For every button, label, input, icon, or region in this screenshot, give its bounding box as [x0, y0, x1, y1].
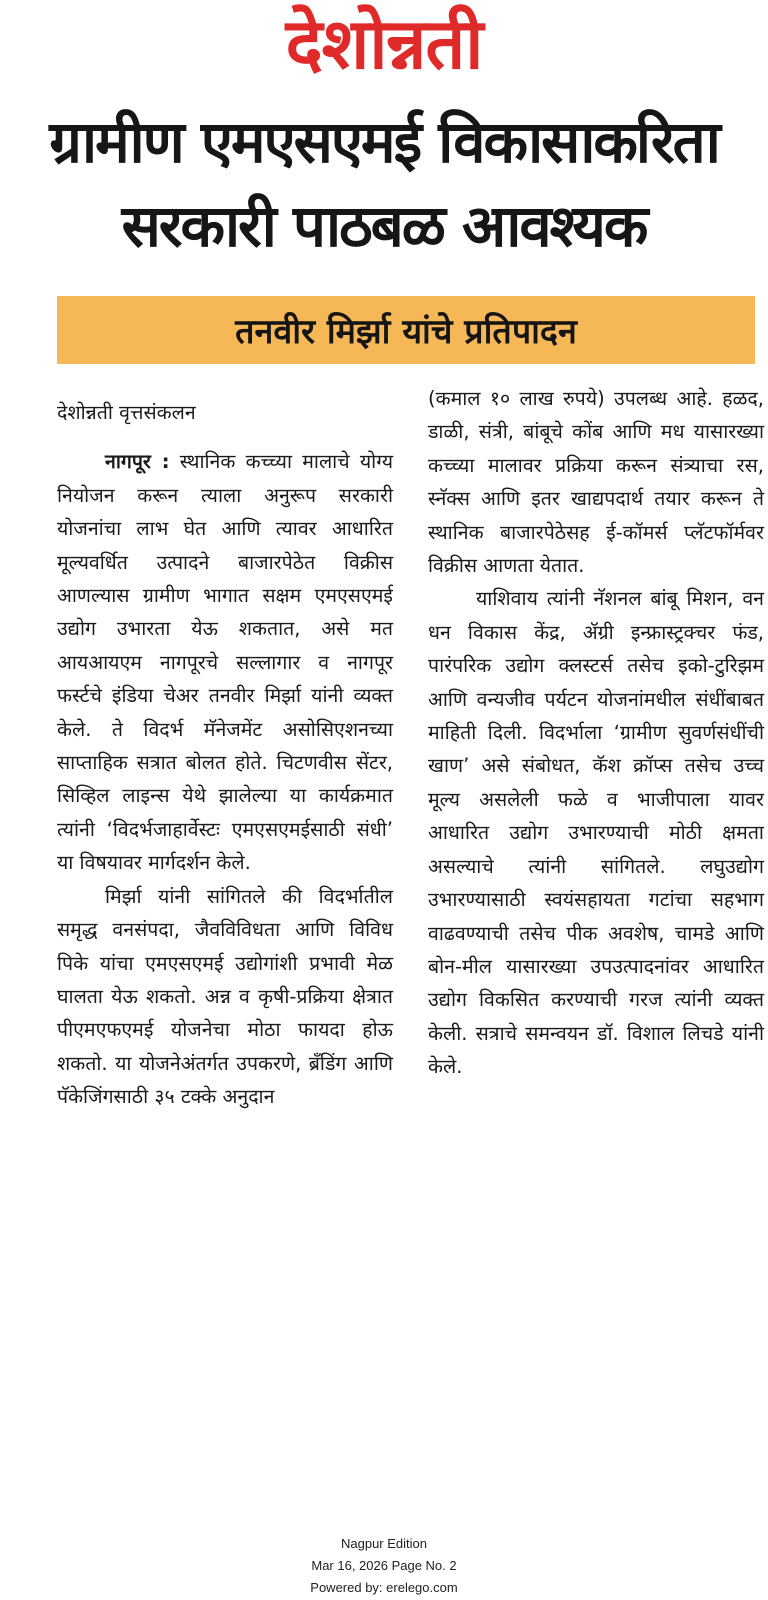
byline: देशोन्नती वृत्तसंकलन	[57, 401, 196, 424]
edition-label: Nagpur Edition	[341, 1536, 427, 1551]
article-column-right	[428, 382, 764, 1084]
newspaper-logo: देशोन्नती	[285, 3, 483, 85]
date-page-label: Mar 16, 2026 Page No. 2	[311, 1558, 457, 1573]
subheadline-banner	[57, 296, 755, 364]
paragraph-4: याशिवाय त्यांनी नॅशनल बांबू मिशन, वन धन विकास केंद्र, ॲग्री इन्फ्रास्ट्रक्चर फंड, पारंपरिक उद्योग क्लस्टर्स तसेच इको-टुरिझम आणि वन्यजीव पर्यटन योजनांमधील संधींबाबत माहिती दिली. विदर्भाला ‘ग्रामीण सुवर्णसंधींची खाण’ असे संबोधत, कॅश क्रॉप्स तसेच उच्च मूल्य असलेली फळे व भाजीपाला यावर आधारित उद्योग उभारण्याची मोठी क्षमता असल्याचे त्यांनी सांगितले. लघुउद्योग उभारण्यासाठी स्वयंसहायता गटांचा सहभाग वाढवण्याची तसेच पीक अवशेष, चामडे आणि बोन-मील यासारख्या उपउत्पादनांवर आधारित उद्योग विकसित करण्याची गरज त्यांनी व्यक्त केली. सत्राचे समन्वयन डॉ. विशाल लिचडे यांनी केले.	[428, 587, 764, 1079]
paragraph-1-text: स्थानिक कच्च्या मालाचे योग्य नियोजन करून त्याला अनुरूप सरकारी योजनांचा लाभ घेत आणि त्यावर आधारित मूल्यवर्धित उत्पादने बाजारपेठेत विक्रीस आणल्यास ग्रामीण भागात सक्षम एमएसएमई उद्योग उभारता येऊ शकतात, असे मत आयआयएम नागपूरचे सल्लागार व नागपूर फर्स्टचे इंडिया चेअर तनवीर मिर्झा यांनी व्यक्त केले. ते विदर्भ मॅनेजमेंट असोसिएशनच्या साप्ताहिक सत्रात बोलत होते. चिटणवीस सेंटर, सिव्हिल लाइन्स येथे झालेल्या या कार्यक्रमात त्यांनी ‘विदर्भजाहार्वेस्टः एमएसएमईसाठी संधी’ या विषयावर मार्गदर्शन केले.	[57, 450, 394, 875]
paragraph-2: मिर्झा यांनी सांगितले की विदर्भातील समृद्ध वनसंपदा, जैवविविधता आणि विविध पिके यांचा एमएसएमई उद्योगांशी प्रभावी मेळ घालता येऊ शकतो. अन्न व कृषी-प्रक्रिया क्षेत्रात पीएमएफएमई योजनेचा मोठा फायदा होऊ शकतो. या योजनेअंतर्गत उपकरणे, ब्रँडिंग आणि पॅकेजिंगसाठी ३५ टक्के अनुदान	[57, 884, 393, 1109]
headline	[40, 100, 728, 268]
dateline-place: नागपूर :	[105, 450, 170, 474]
subheadline-text: तनवीर मिर्झा यांचे प्रतिपादन	[235, 312, 577, 352]
powered-by-label: Powered by: erelego.com	[310, 1580, 458, 1595]
paragraph-3: (कमाल १० लाख रुपये) उपलब्ध आहे. हळद, डाळी, संत्री, बांबूचे कोंब आणि मध यासारख्या कच्च्या मालावर प्रक्रिया करून संत्र्याचा रस, स्नॅक्स आणि इतर खाद्यपदार्थ तयार करून ते स्थानिक बाजारपेठेसह ई-कॉमर्स प्लॅटफॉर्मवर विक्रीस आणता येतात.	[428, 387, 764, 578]
masthead	[0, 0, 768, 88]
headline-line-2: सरकारी पाठबळ आवश्यक	[121, 192, 647, 260]
article-column-left	[57, 396, 393, 1114]
headline-line-1: ग्रामीण एमएसएमई विकासाकरिता	[49, 108, 719, 176]
paragraph-1	[57, 445, 393, 879]
page-footer	[0, 1533, 768, 1599]
